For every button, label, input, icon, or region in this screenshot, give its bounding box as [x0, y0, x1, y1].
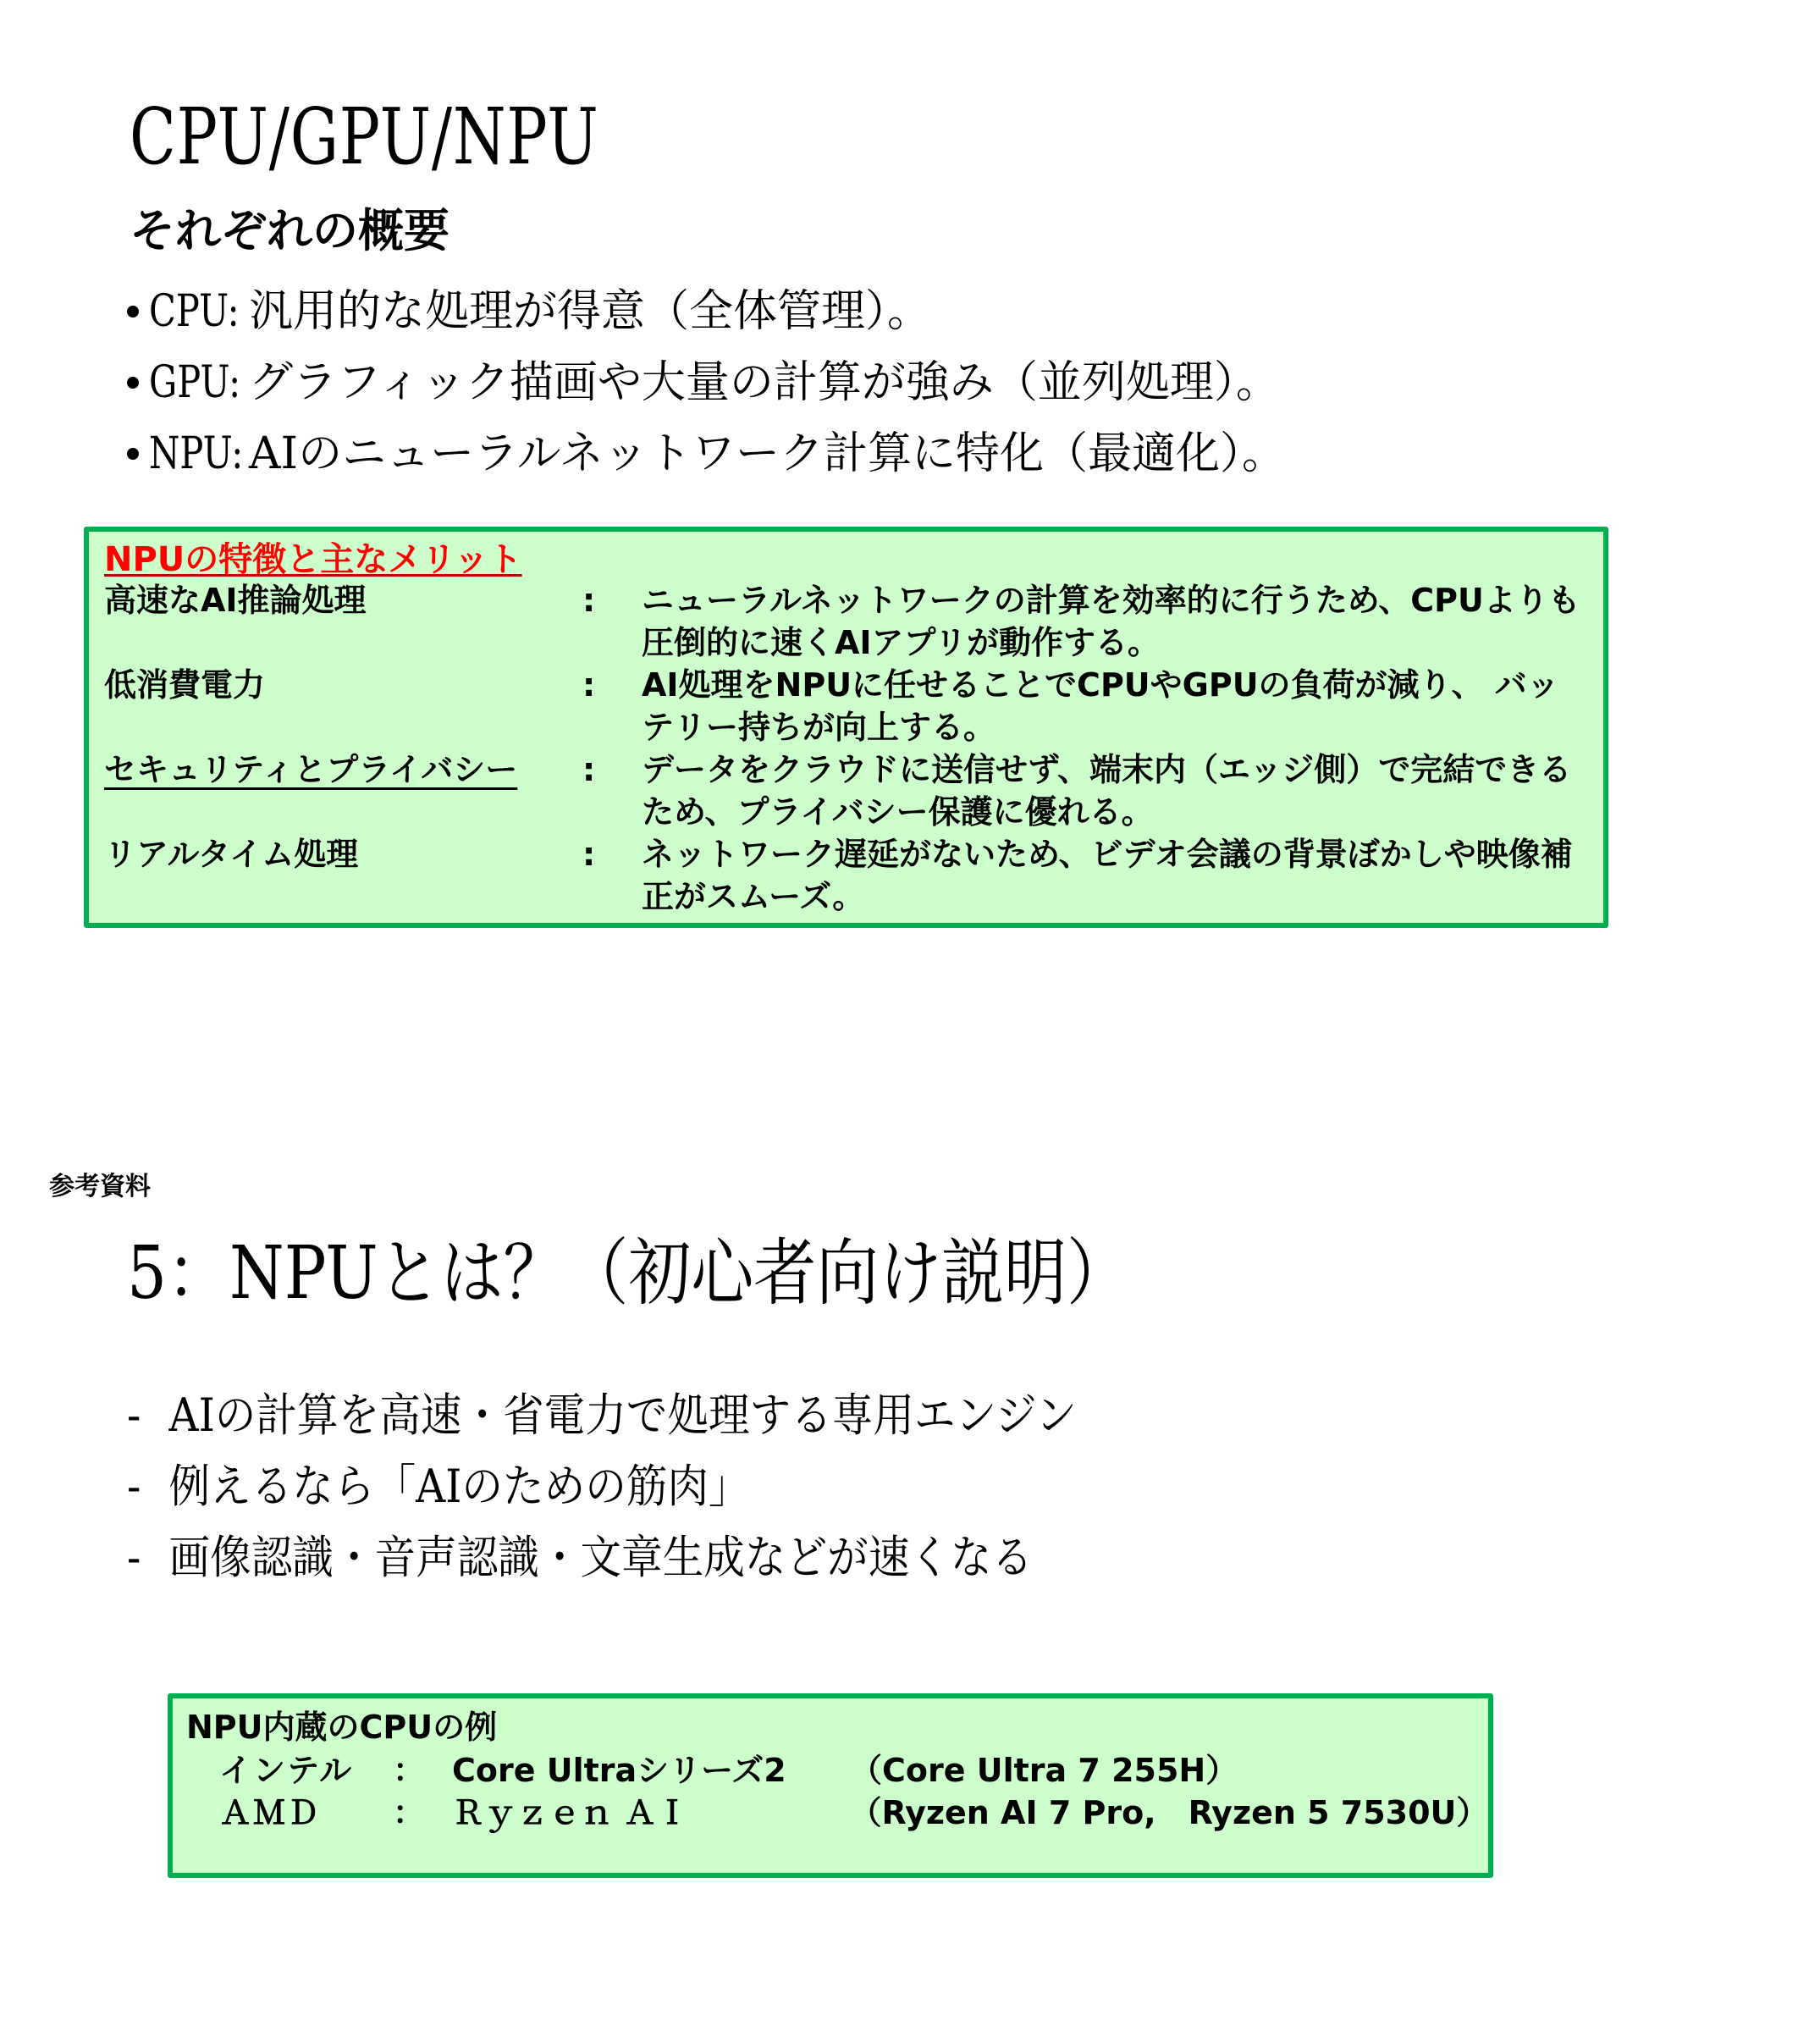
list-item-cpu: [127, 276, 1286, 347]
merit-colon: :: [582, 751, 596, 788]
list-item-gpu: [127, 347, 1286, 418]
merit-label: 高速なAI推論処理: [104, 582, 367, 619]
merit-row: [104, 579, 1586, 664]
merit-colon: :: [582, 582, 596, 619]
list-item-npu: [127, 418, 1286, 489]
bullet-icon: [127, 448, 139, 460]
vendor-name: インテル: [219, 1752, 354, 1789]
dash-bullet: -: [127, 1389, 141, 1442]
merits-heading: NPUの特徴と主なメリット: [104, 540, 522, 579]
cpu-models: （Ryzen AI 7 Pro, Ryzen 5 7530U）: [849, 1794, 1489, 1831]
item-text: 画像認識・音声認識・文章生成などが速くなる: [168, 1531, 1034, 1584]
merit-desc: AI処理をNPUに任せることでCPUやGPUの負荷が減り、 バッテリー持ちが向上する。: [642, 666, 1559, 746]
merit-label-text: セキュリティとプライバシー: [104, 751, 518, 788]
merits-table: [104, 579, 1586, 918]
dash-bullet: -: [127, 1531, 141, 1584]
merit-label: [104, 748, 582, 833]
cpu-series: Core Ultraシリーズ2: [452, 1752, 786, 1789]
reference-label: 参考資料: [49, 1172, 151, 1201]
item-key: CPU:: [149, 286, 240, 337]
merit-row: [104, 664, 1586, 748]
list-item: [127, 1380, 1077, 1451]
section-subtitle: それぞれの概要: [130, 204, 449, 257]
merit-colon: :: [582, 666, 596, 704]
merit-label: 低消費電力: [104, 666, 266, 704]
cpu-examples-heading: NPU内蔵のCPUの例: [186, 1709, 498, 1746]
npu-cpu-examples-box: [168, 1693, 1493, 1878]
item-key: GPU:: [149, 357, 241, 408]
item-text: AIのニューラルネットワーク計算に特化（最適化）。: [249, 428, 1286, 479]
item-text: グラフィック描画や大量の計算が強み（並列処理）。: [249, 357, 1280, 408]
item-text: 汎用的な処理が得意（全体管理）。: [249, 286, 932, 337]
cpu-series: Ｒｙｚｅｎ ＡＩ: [451, 1794, 689, 1831]
merit-colon: :: [582, 836, 596, 873]
item-key: NPU:: [149, 428, 244, 479]
bullet-icon: [127, 306, 139, 318]
cpu-row-amd: [219, 1792, 1488, 1834]
page-title: CPU/GPU/NPU: [130, 91, 599, 182]
npu-explanation-list: [127, 1380, 1183, 1593]
bullet-icon: [127, 377, 139, 389]
section-title: 5：NPUとは？（初心者向け説明）: [127, 1231, 1130, 1316]
item-text: AIの計算を高速・省電力で処理する専用エンジン: [168, 1389, 1077, 1442]
item-text: 例えるなら「AIのための筋肉」: [168, 1460, 750, 1513]
merit-desc: データをクラウドに送信せず、端末内（エッジ側）で完結できるため、プライバシー保護に優れる。: [642, 751, 1572, 831]
vendor-name: ＡＭＤ: [219, 1794, 322, 1831]
merit-row: [104, 833, 1586, 918]
cpu-colon: ：: [393, 1752, 426, 1789]
merit-desc: ネットワーク遅延がないため、ビデオ会議の背景ぼかしや映像補正がスムーズ。: [642, 836, 1573, 915]
merit-label: リアルタイム処理: [104, 836, 359, 873]
list-item: [127, 1451, 1077, 1522]
cpu-models: （Core Ultra 7 255H）: [850, 1752, 1238, 1789]
cpu-examples-table: [219, 1749, 1488, 1834]
overview-list: [127, 276, 1286, 489]
cpu-colon: ：: [392, 1794, 425, 1831]
npu-merits-box: [84, 527, 1608, 928]
merit-desc: ニューラルネットワークの計算を効率的に行うため、CPUよりも圧倒的に速くAIアプリが動作する。: [642, 582, 1580, 661]
dash-bullet: -: [127, 1460, 141, 1513]
merit-row: [104, 748, 1586, 833]
cpu-row-intel: [219, 1749, 1488, 1792]
list-item: [127, 1522, 1077, 1593]
